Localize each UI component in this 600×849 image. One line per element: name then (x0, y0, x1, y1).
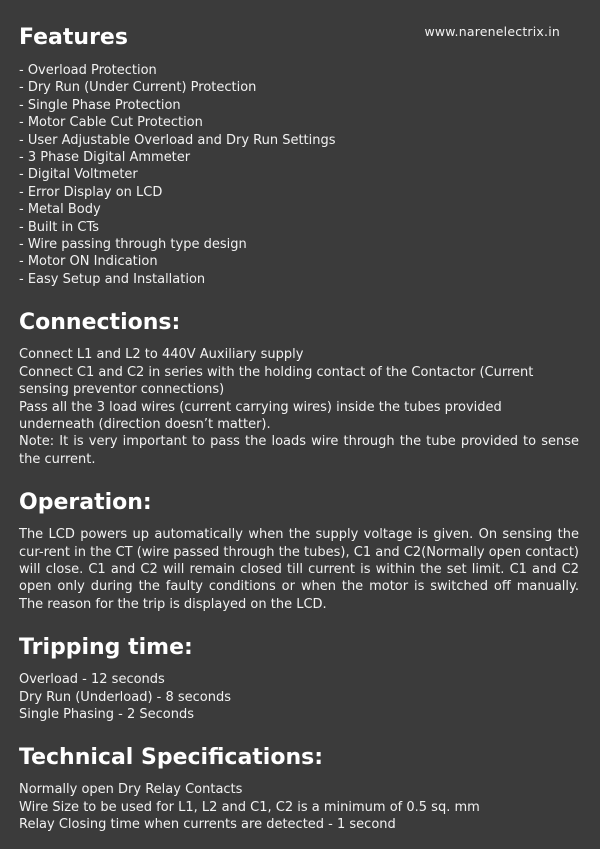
feature-item: - Wire passing through type design (19, 237, 247, 253)
tripping-text (19, 671, 579, 723)
feature-item: - Single Phase Protection (19, 97, 181, 113)
connections-line: Pass all the 3 load wires (current carrying wires) inside the tubes provided underneath (direction doesn’t matter). (19, 399, 502, 432)
features-section (19, 24, 579, 288)
specs-line: Wire Size to be used for L1, L2 and C1, C2 is a minimum of 0.5 sq. mm (19, 799, 480, 815)
connections-line: Connect L1 and L2 to 440V Auxiliary supply (19, 347, 304, 363)
feature-item: - Error Display on LCD (19, 184, 163, 200)
connections-line: Connect C1 and C2 in series with the holding contact of the Contactor (Current sensing preventor connections) (19, 364, 534, 398)
feature-item: - Easy Setup and Installation (19, 271, 206, 287)
feature-item: - User Adjustable Overload and Dry Run Settings (19, 132, 336, 148)
document-body (19, 24, 579, 834)
operation-section (19, 489, 579, 613)
specs-text (19, 781, 579, 833)
feature-item: - Overload Protection (19, 63, 157, 78)
feature-item: - Metal Body (19, 202, 101, 218)
website-url: www.narenelectrix.in (424, 24, 560, 39)
tripping-line: Dry Run (Underload) - 8 seconds (19, 689, 232, 705)
features-list (19, 62, 579, 288)
connections-heading: Connections: (19, 310, 181, 336)
feature-item: - Motor ON Indication (19, 254, 158, 270)
specs-line: Relay Closing time when currents are detected - 1 second (19, 817, 396, 833)
connections-line: Note: It is very important to pass the loads wire through the tube provided to sense the current. (19, 434, 579, 467)
feature-item: - Built in CTs (19, 219, 100, 235)
tripping-line: Overload - 12 seconds (19, 672, 165, 688)
feature-item: - Motor Cable Cut Protection (19, 115, 203, 131)
specs-line: Normally open Dry Relay Contacts (19, 782, 243, 798)
tripping-heading: Tripping time: (19, 635, 193, 661)
operation-heading: Operation: (19, 490, 152, 516)
specs-section (19, 744, 579, 833)
specs-heading: Technical Specifications: (19, 745, 324, 771)
feature-item: - Digital Voltmeter (19, 167, 138, 183)
tripping-line: Single Phasing - 2 Seconds (19, 706, 194, 722)
operation-text: The LCD powers up automatically when the supply voltage is given. On sensing the cur-rent in the CT (wire passed through the tubes), C1 and C2(Normally open contact) will close. C1 and C2 will remain closed till current is within the set limit. C1 and C2 open only during the faulty conditions or when the motor is switched off manually. The reason for the trip is displayed on the LCD. (19, 527, 580, 612)
features-heading: Features (19, 25, 128, 50)
connections-text (19, 346, 579, 468)
feature-item: - Dry Run (Under Current) Protection (19, 80, 257, 96)
connections-section (19, 309, 579, 468)
tripping-section (19, 634, 579, 723)
feature-item: - 3 Phase Digital Ammeter (19, 150, 191, 166)
